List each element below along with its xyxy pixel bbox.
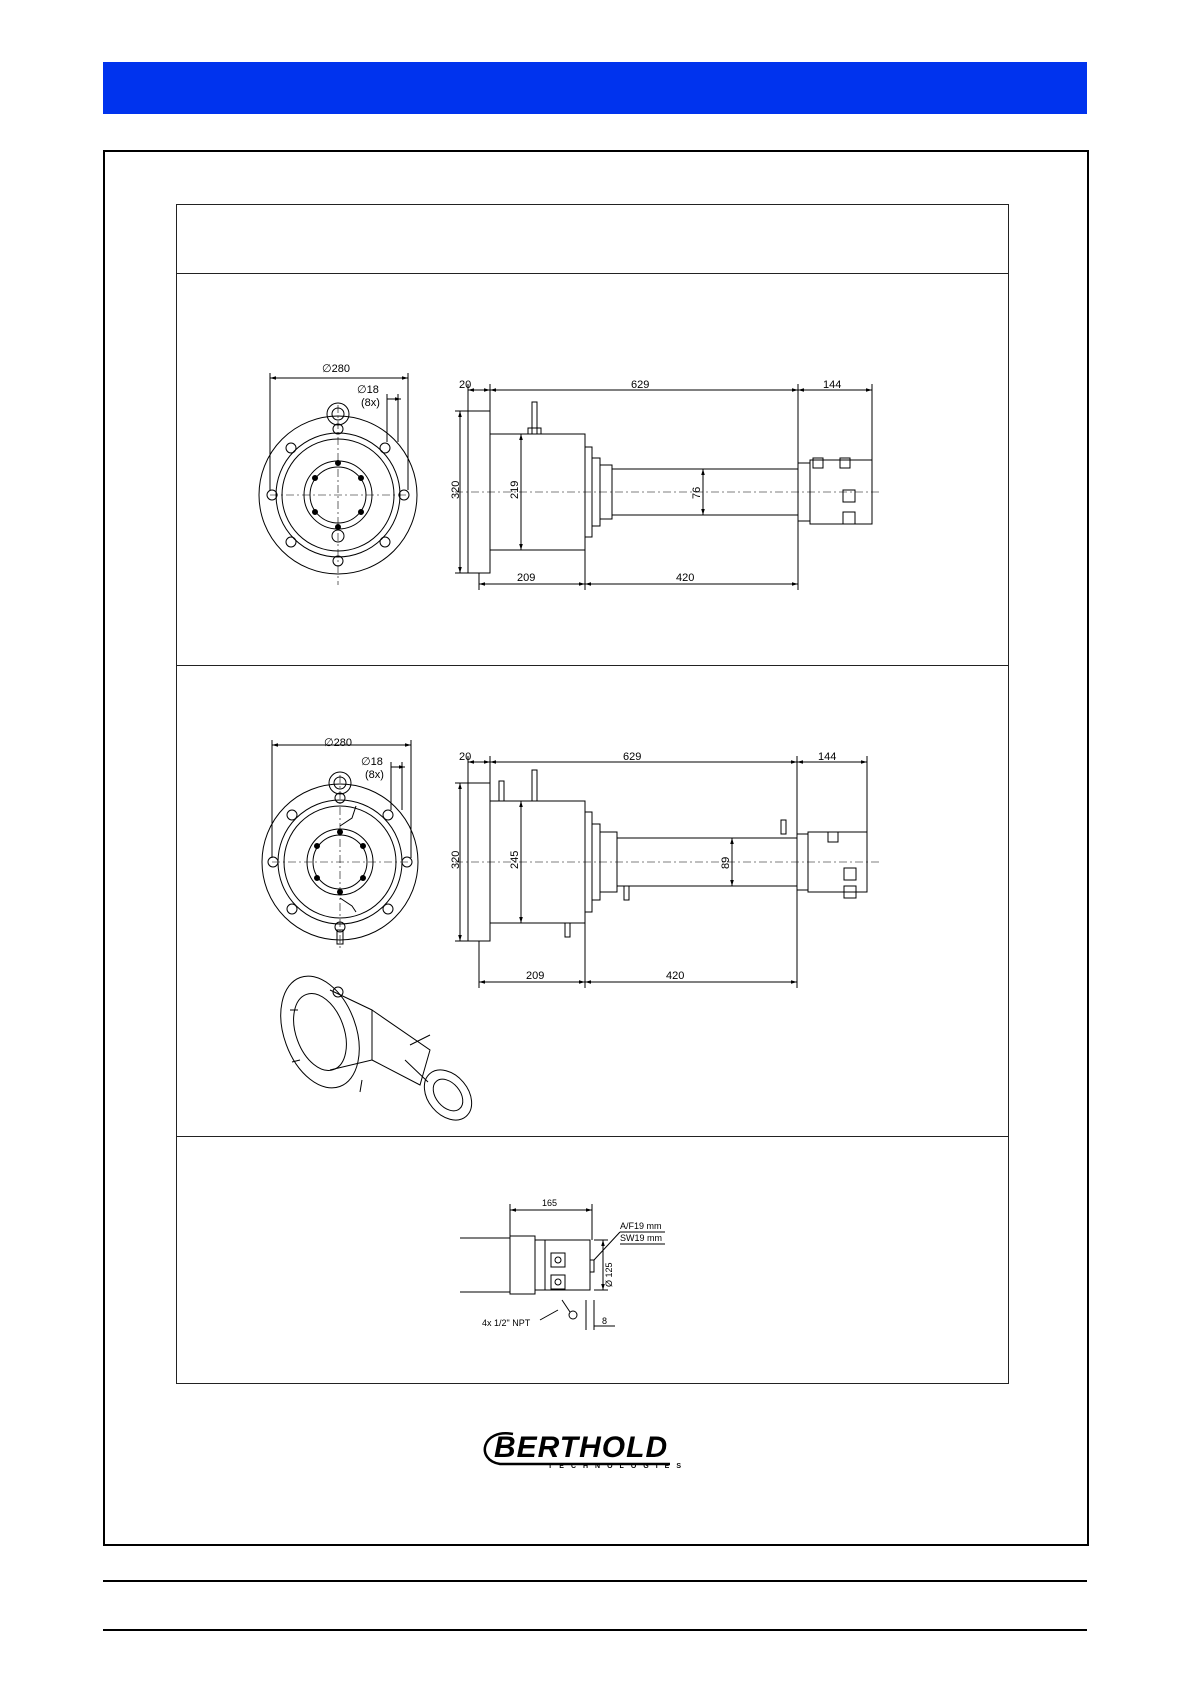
dim-tube-diameter: 89 <box>720 856 732 869</box>
dim-body-length: 629 <box>631 379 650 391</box>
drawing-2 <box>262 740 880 1129</box>
drawing-1-labels <box>322 363 841 584</box>
logo-wordmark: BERTHOLD <box>494 1431 669 1464</box>
dim-hole-count: (8x) <box>365 769 384 781</box>
detector-side-view-2 <box>455 756 880 988</box>
dim-head-length: 144 <box>818 751 837 763</box>
dim-hole-diameter: ∅18 <box>357 384 379 396</box>
drawing-1 <box>259 373 880 590</box>
dim-body-diameter: 245 <box>509 850 521 869</box>
dim-housing-length: 209 <box>526 970 545 982</box>
dim-head-diameter: Ø 125 <box>604 1262 614 1287</box>
dim-body-diameter: 219 <box>509 480 521 499</box>
dim-tube-length: 420 <box>666 970 685 982</box>
logo-subtitle: TECHNOLOGIES <box>548 1463 689 1470</box>
thread-note: 4x 1/2" NPT <box>482 1318 531 1328</box>
dim-head-length: 165 <box>542 1198 558 1208</box>
dim-flange-diameter: ∅280 <box>322 363 350 375</box>
dim-tube-length: 420 <box>676 572 695 584</box>
dim-flange-thickness: 20 <box>459 379 472 391</box>
dim-flange-thickness: 20 <box>459 751 472 763</box>
dim-flange-height: 320 <box>450 850 462 869</box>
dim-offset: 8 <box>602 1316 608 1326</box>
drawing-3-labels <box>482 1198 662 1328</box>
wrench-size-sw: SW19 mm <box>620 1233 663 1243</box>
dim-hole-count: (8x) <box>361 397 380 409</box>
dim-housing-length: 209 <box>517 572 536 584</box>
dim-tube-diameter: 76 <box>691 486 703 499</box>
detector-3d-view <box>266 965 481 1129</box>
flange-front-view-2 <box>262 740 418 950</box>
dim-flange-diameter: ∅280 <box>324 737 352 749</box>
dim-body-length: 629 <box>623 751 642 763</box>
dim-flange-height: 320 <box>450 480 462 499</box>
berthold-logo <box>485 1431 688 1470</box>
wrench-size-af: A/F19 mm <box>620 1221 662 1231</box>
flange-front-view-1 <box>259 373 417 585</box>
drawing-2-labels <box>324 737 836 982</box>
dim-head-length: 144 <box>823 379 842 391</box>
dim-hole-diameter: ∅18 <box>361 756 383 768</box>
